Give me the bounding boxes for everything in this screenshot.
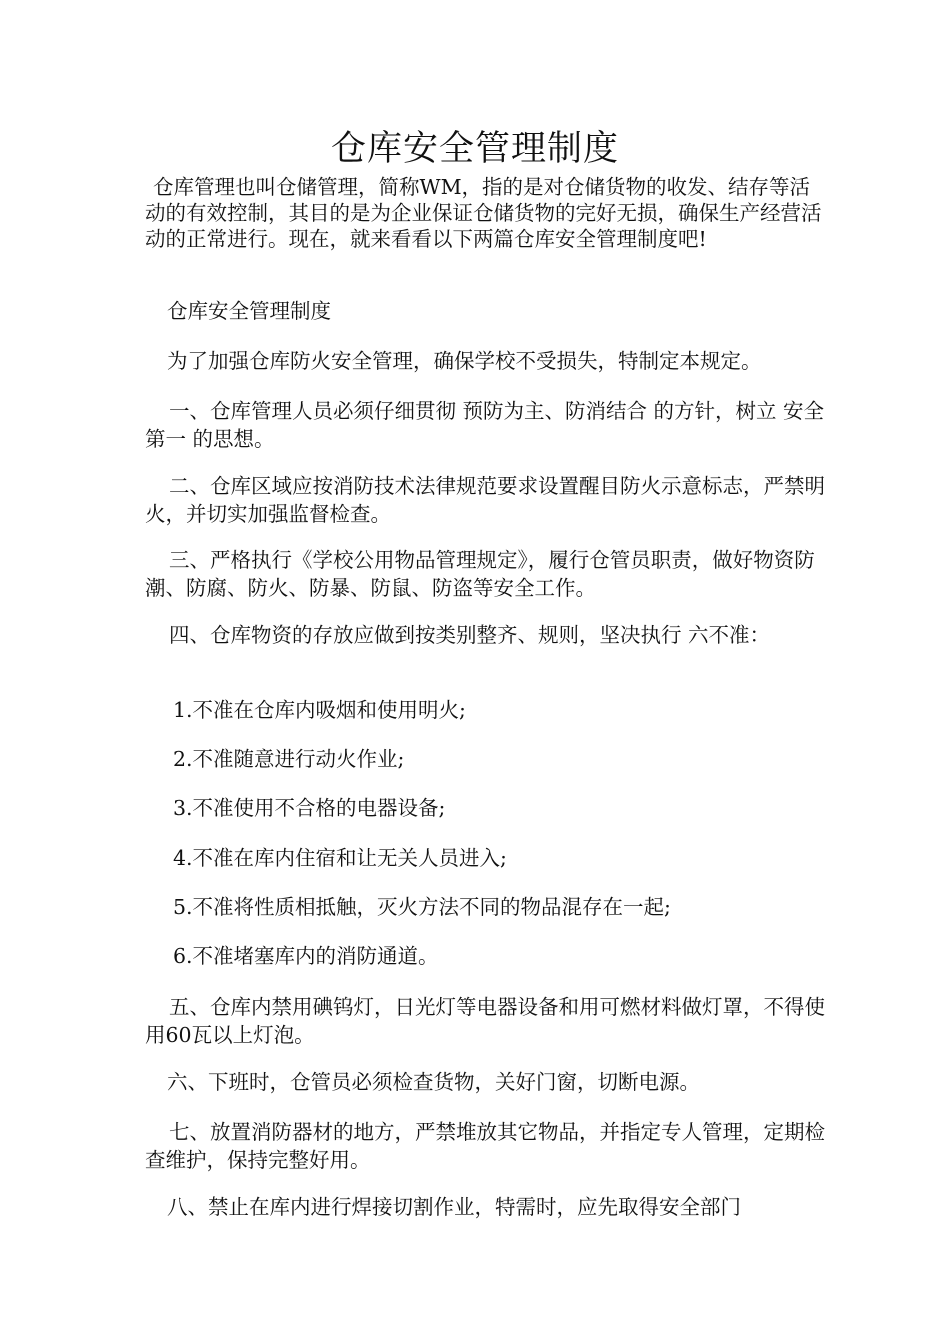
rule-paragraph: 二、仓库区域应按消防技术法律规范要求设置醒目防火示意标志，严禁明火，并切实加强监督检查。 bbox=[145, 474, 825, 526]
prohibition-item: 5.不准将性质相抵触，灭火方法不同的物品混存在一起; bbox=[173, 895, 671, 919]
rule-paragraph: 七、放置消防器材的地方，严禁堆放其它物品，并指定专人管理，定期检查维护，保持完整好用。 bbox=[145, 1120, 825, 1172]
rule-paragraph: 三、严格执行《学校公用物品管理规定》，履行仓管员职责，做好物资防潮、防腐、防火、防暴、防鼠、防盗等安全工作。 bbox=[145, 548, 815, 600]
intro-paragraph: 仓库管理也叫仓储管理，简称WM，指的是对仓储货物的收发、结存等活动的有效控制，其目的是为企业保证仓储货物的完好无损，确保生产经营活动的正常进行。现在，就来看看以下两篇仓库安全管理制度吧! bbox=[145, 175, 822, 251]
purpose-paragraph: 为了加强仓库防火安全管理，确保学校不受损失，特制定本规定。 bbox=[167, 349, 762, 373]
prohibition-item: 1.不准在仓库内吸烟和使用明火; bbox=[173, 698, 466, 722]
rule-paragraph: 八、禁止在库内进行焊接切割作业，特需时，应先取得安全部门 bbox=[167, 1195, 741, 1219]
rule-paragraph: 一、仓库管理人员必须仔细贯彻 预防为主、防消结合 的方针，树立 安全第一 的思想。 bbox=[145, 399, 825, 451]
prohibition-item: 4.不准在库内住宿和让无关人员进入; bbox=[173, 846, 507, 870]
rule-paragraph: 四、仓库物资的存放应做到按类别整齐、规则，坚决执行 六不准： bbox=[169, 623, 771, 647]
rule-paragraph: 六、下班时，仓管员必须检查货物，关好门窗，切断电源。 bbox=[167, 1070, 700, 1094]
section-heading: 仓库安全管理制度 bbox=[167, 299, 331, 323]
prohibition-item: 6.不准堵塞库内的消防通道。 bbox=[173, 944, 439, 968]
prohibition-item: 3.不准使用不合格的电器设备; bbox=[173, 796, 446, 820]
document-title: 仓库安全管理制度 bbox=[330, 129, 619, 169]
prohibition-item: 2.不准随意进行动火作业; bbox=[173, 747, 405, 771]
rule-paragraph: 五、仓库内禁用碘钨灯，日光灯等电器设备和用可燃材料做灯罩，不得使用60瓦以上灯泡。 bbox=[145, 995, 825, 1047]
